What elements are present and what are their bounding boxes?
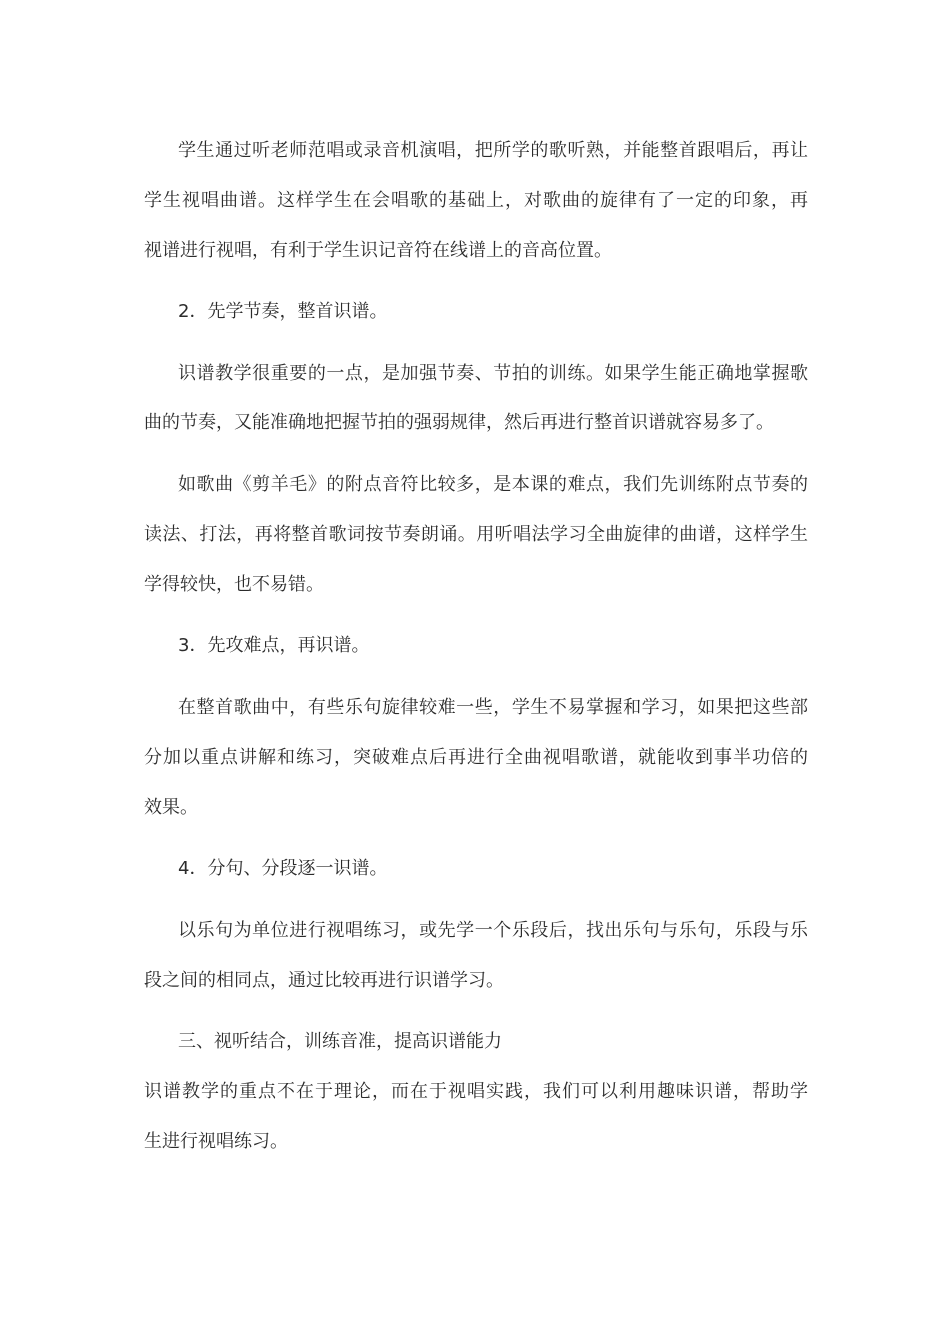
section-heading: 3．先攻难点，再识谱。 [178, 635, 370, 656]
paragraph-line: 在整首歌曲中，有些乐句旋律较难一些，学生不易掌握和学习，如果把这些部 [178, 697, 808, 718]
paragraph-line: 段之间的相同点，通过比较再进行识谱学习。 [144, 970, 504, 991]
paragraph-line: 曲的节奏，又能准确地把握节拍的强弱规律，然后再进行整首识谱就容易多了。 [144, 412, 774, 433]
paragraph-line: 读法、打法，再将整首歌词按节奏朗诵。用听唱法学习全曲旋律的曲谱，这样学生 [144, 524, 808, 545]
paragraph-line: 学生通过听老师范唱或录音机演唱，把所学的歌听熟，并能整首跟唱后，再让 [178, 140, 808, 161]
section-heading: 三、视听结合，训练音准，提高识谱能力 [178, 1031, 502, 1052]
paragraph-line: 生进行视唱练习。 [144, 1131, 288, 1152]
paragraph-line: 识谱教学的重点不在于理论，而在于视唱实践，我们可以利用趣味识谱，帮助学 [144, 1081, 808, 1102]
paragraph-line: 如歌曲《剪羊毛》的附点音符比较多，是本课的难点，我们先训练附点节奏的 [178, 474, 808, 495]
paragraph-line: 学得较快，也不易错。 [144, 574, 324, 595]
section-heading: 4．分句、分段逐一识谱。 [178, 858, 388, 879]
paragraph-line: 学生视唱曲谱。这样学生在会唱歌的基础上，对歌曲的旋律有了一定的印象，再 [144, 190, 808, 211]
paragraph-line: 以乐句为单位进行视唱练习，或先学一个乐段后，找出乐句与乐句，乐段与乐 [178, 920, 808, 941]
section-heading: 2．先学节奏，整首识谱。 [178, 301, 388, 322]
paragraph-line: 视谱进行视唱，有利于学生识记音符在线谱上的音高位置。 [144, 240, 612, 261]
paragraph-line: 识谱教学很重要的一点，是加强节奏、节拍的训练。如果学生能正确地掌握歌 [178, 363, 808, 384]
paragraph-line: 分加以重点讲解和练习，突破难点后再进行全曲视唱歌谱，就能收到事半功倍的 [144, 747, 808, 768]
paragraph-line: 效果。 [144, 797, 198, 818]
